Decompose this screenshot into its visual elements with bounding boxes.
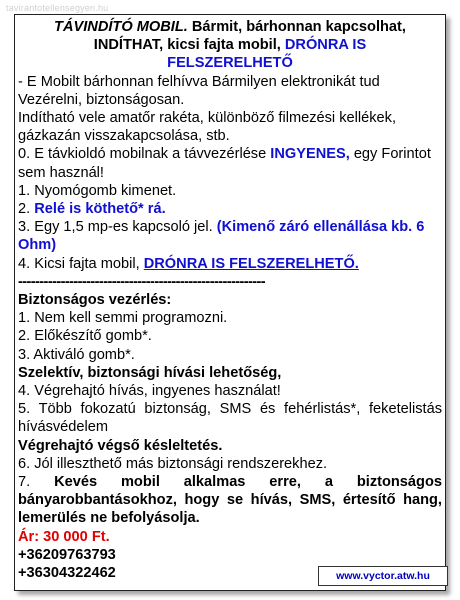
section-divider: ---------------------------------------------------------- xyxy=(18,273,266,290)
price-label: Ár: 30 000 Ft. xyxy=(18,528,110,545)
heading-line-2-text: INDÍTHAT, kicsi fajta mobil, xyxy=(93,37,285,54)
watermark-text: tavirantotellensegyen.hu xyxy=(6,3,109,13)
feature-item-3 xyxy=(18,218,442,254)
security-item-1: 1. Nem kell semmi programozni. xyxy=(18,310,228,327)
phone-number-2: +36304322462 xyxy=(18,565,116,582)
feature-item-2 xyxy=(18,200,442,218)
intro-free-tail: egy Forintot sem használ! xyxy=(18,146,431,181)
heading-drone-highlight: DRÓNRA IS xyxy=(284,37,367,54)
security-item-2: 2. Előkészítő gomb*. xyxy=(18,328,152,345)
feature-item-3-resistance: (Kimenő záró ellenállása kb. 6 Ohm) xyxy=(18,219,425,254)
intro-paragraph-2: Indítható vele amatőr rakéta, különböző filmezési kellékek, gázkazán visszakapcsolása, stb. xyxy=(18,110,397,145)
heading-line-2 xyxy=(18,36,442,54)
intro-paragraph-1: - E Mobilt bárhonnan felhívva Bármilyen elektronikát tud Vezérelni, biztonságosan. xyxy=(18,73,380,108)
security-item-5: 5. Több fokozatú biztonság, SMS és fehérlistás*, feketelistás hívásvédelem xyxy=(18,401,442,436)
heading-tagline: Bármit, bárhonnan kapcsolhat, xyxy=(187,19,406,35)
phone-number-1: +36209763793 xyxy=(18,546,116,563)
security-item-7-text: Kevés mobil alkalmas erre, a biztonságos bányarobbantásokhoz, hogy se hívás, SMS, értesítő hang, lemerülés ne befolyásolja. xyxy=(18,474,442,527)
feature-item-4-text: 4. Kicsi fajta mobil, xyxy=(18,255,144,272)
security-item-3: 3. Aktiváló gomb*. xyxy=(18,346,135,363)
feature-item-4-drone: DRÓNRA IS FELSZERELHETŐ. xyxy=(143,255,359,272)
security-title: Biztonságos vezérlés: xyxy=(18,292,172,309)
intro-free-highlight: INGYENES, xyxy=(270,146,350,163)
security-item-7-number: 7. xyxy=(18,474,55,491)
heading-line-1 xyxy=(18,18,442,36)
website-link[interactable]: www.vyctor.atw.hu xyxy=(318,566,448,586)
final-delay-title: Végrehajtó végső késleltetés. xyxy=(18,437,223,454)
feature-item-3-text: 3. Egy 1,5 mp-es kapcsoló jel. xyxy=(18,219,217,236)
feature-item-1: 1. Nyomógomb kimenet. xyxy=(18,182,177,199)
selective-title: Szelektív, biztonsági hívási lehetőség, xyxy=(18,364,282,381)
feature-item-2-text: Relé is köthető* rá. xyxy=(34,201,166,218)
intro-free-text: 0. E távkioldó mobilnak a távvezérlése xyxy=(18,146,271,163)
security-item-7 xyxy=(18,473,442,528)
heading-line-3: FELSZERELHETŐ xyxy=(167,55,293,72)
security-item-6: 6. Jól illeszthető más biztonsági rendszerekhez. xyxy=(18,455,328,472)
intro-paragraph-3 xyxy=(18,145,442,181)
security-item-4: 4. Végrehajtó hívás, ingyenes használat! xyxy=(18,383,281,400)
ad-content xyxy=(18,18,442,582)
feature-item-4 xyxy=(18,255,442,273)
feature-item-2-number: 2. xyxy=(18,201,35,218)
heading-product-name: TÁVINDÍTÓ MOBIL. xyxy=(54,19,188,35)
